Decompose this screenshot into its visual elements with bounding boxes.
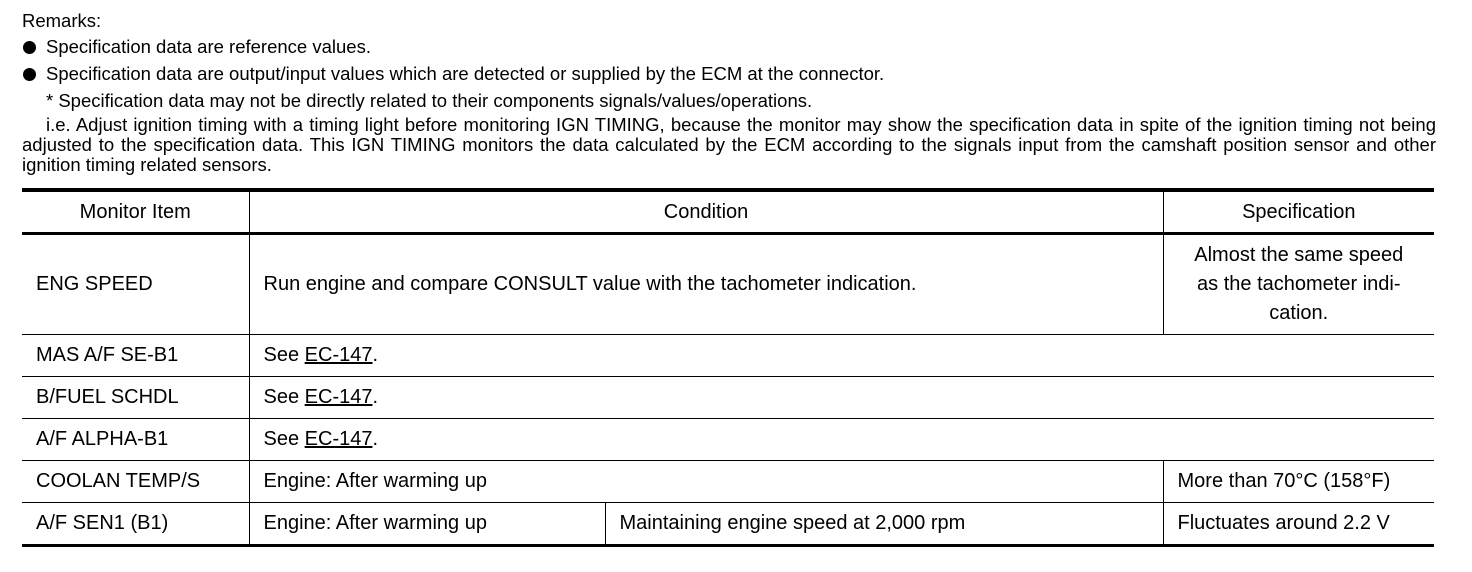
table-row bbox=[22, 503, 1434, 546]
reference-link[interactable]: EC-147 bbox=[304, 344, 373, 366]
table-row bbox=[22, 377, 1434, 419]
cell-sub-condition: Maintaining engine speed at 2,000 rpm bbox=[605, 503, 1163, 546]
table-row bbox=[22, 461, 1434, 503]
link-suffix: . bbox=[372, 386, 379, 408]
table-row bbox=[22, 419, 1434, 461]
cell-monitor-item: MAS A/F SE-B1 bbox=[22, 335, 249, 377]
cell-monitor-item: A/F ALPHA-B1 bbox=[22, 419, 249, 461]
remarks-paragraph: i.e. Adjust ignition timing with a timing light before monitoring IGN TIMING, because the monitor may show the specification data in spite of the ignition timing not being adjusted to the specification data. This IGN TIMING monitors the data calculated by the ECM according to the signals input from the camshaft position sensor and other ignition timing related sensors. bbox=[22, 114, 1436, 175]
remarks-bullet bbox=[22, 60, 1436, 87]
see-text: See bbox=[263, 344, 305, 366]
cell-specification: More than 70°C (158°F) bbox=[1163, 461, 1434, 503]
monitor-table bbox=[22, 188, 1434, 547]
cell-condition bbox=[249, 335, 1434, 377]
remarks-section bbox=[22, 8, 1436, 175]
remarks-bullet-text: Specification data are output/input values which are detected or supplied by the ECM at the connector. bbox=[46, 63, 885, 84]
remarks-note: * Specification data may not be directly related to their components signals/values/operations. bbox=[46, 90, 813, 111]
remarks-bullet-text: Specification data are reference values. bbox=[46, 36, 371, 57]
bullet-icon bbox=[23, 41, 36, 54]
header-monitor-item: Monitor Item bbox=[22, 190, 249, 234]
cell-condition: Engine: After warming up bbox=[249, 503, 605, 546]
table-row bbox=[22, 335, 1434, 377]
remarks-bullet bbox=[22, 33, 1436, 60]
remarks-heading: Remarks: bbox=[22, 10, 102, 31]
cell-monitor-item: ENG SPEED bbox=[22, 234, 249, 335]
cell-condition: Run engine and compare CONSULT value with the tachometer indication. bbox=[249, 234, 1163, 335]
bullet-icon bbox=[23, 68, 36, 81]
cell-condition bbox=[249, 377, 1434, 419]
table-row bbox=[22, 234, 1434, 335]
cell-specification: Fluctuates around 2.2 V bbox=[1163, 503, 1434, 546]
header-specification: Specification bbox=[1163, 190, 1434, 234]
link-suffix: . bbox=[372, 428, 379, 450]
reference-link[interactable]: EC-147 bbox=[304, 386, 373, 408]
spec-line: as the tachometer indi- bbox=[1197, 273, 1401, 295]
cell-condition bbox=[249, 419, 1434, 461]
see-text: See bbox=[263, 386, 305, 408]
link-suffix: . bbox=[372, 344, 379, 366]
cell-monitor-item: B/FUEL SCHDL bbox=[22, 377, 249, 419]
spec-line: cation. bbox=[1269, 302, 1329, 324]
cell-specification bbox=[1163, 234, 1434, 335]
spec-line: Almost the same speed bbox=[1194, 244, 1404, 266]
cell-condition: Engine: After warming up bbox=[249, 461, 1163, 503]
reference-link[interactable]: EC-147 bbox=[304, 428, 373, 450]
table-header-row bbox=[22, 190, 1434, 234]
cell-monitor-item: A/F SEN1 (B1) bbox=[22, 503, 249, 546]
header-condition: Condition bbox=[249, 190, 1163, 234]
see-text: See bbox=[263, 428, 305, 450]
cell-monitor-item: COOLAN TEMP/S bbox=[22, 461, 249, 503]
